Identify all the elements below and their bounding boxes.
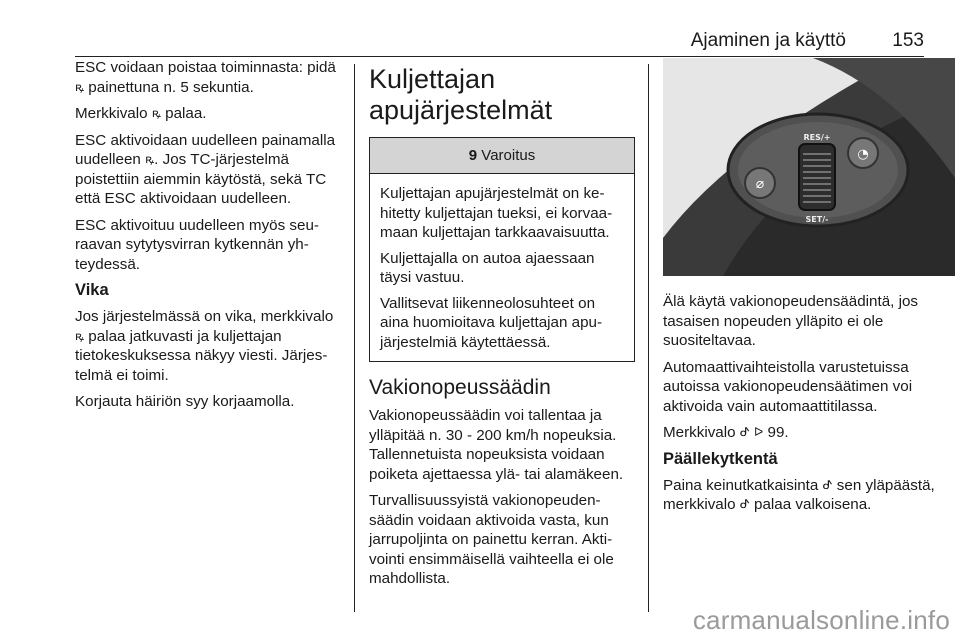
cruise-indicator-icon: ᕷ xyxy=(739,425,750,439)
cruise-paragraph-1: Vakionopeussäädin voi tallentaa ja ylläpitää n. 30 - 200 km/h nopeuksia. Tallennetuista nopeuksista voidaan poiketa ajettaessa ylä- tai alamäkeen. xyxy=(369,407,624,483)
section-heading: Kuljettajan apujärjestelmät xyxy=(369,64,553,125)
repair-paragraph: Korjauta häiriön syy korjaamolla. xyxy=(75,393,295,410)
column-divider-1 xyxy=(354,64,355,612)
steering-wheel-figure xyxy=(663,58,955,276)
cruise-paragraph-2: Turvallisuussyistä vakionopeudensäädin voidaan aktivoida vasta, kun jarrupoljinta on painettu kerran. Aktivointi ensimmäisellä vaihteella ei ole mahdollista. xyxy=(369,492,614,587)
fault-heading: Vika xyxy=(75,281,109,299)
chapter-title: Ajaminen ja käyttö xyxy=(690,30,846,51)
esc-reactivate-paragraph: ESC aktivoidaan uudelleen painamalla uudelleen ꝶ. Jos TC-järjestelmä poistettiin aiemmin käytöstä, sekä TC että ESC aktivoidaan uudelleen. xyxy=(75,131,336,207)
warning-text-2: Kuljettajalla on autoa ajaessaan täysi vastuu. xyxy=(380,249,595,286)
switch-on-paragraph: Paina keinutkatkaisinta ᕷ sen yläpäästä, merkkivalo ᕷ palaa valkoisena. xyxy=(663,476,935,513)
res-label: RES/+ xyxy=(803,133,831,142)
esc-auto-paragraph: ESC aktivoituu uudelleen myös seuraavan sytytysvirran kytkennän yhteydessä. xyxy=(75,216,319,273)
set-label: SET/- xyxy=(805,215,829,224)
esc-off-paragraph: ESC voidaan poistaa toiminnasta: pidä ꝶ painettuna n. 5 sekuntia. xyxy=(75,59,336,96)
header-rule xyxy=(75,56,924,57)
esc-indicator-icon: ꝶ xyxy=(151,106,161,120)
esc-button-icon: ꝶ xyxy=(145,152,155,166)
switch-on-heading: Päällekytkentä xyxy=(663,449,778,468)
warning-icon: 9 xyxy=(468,147,478,164)
warning-title: Varoitus xyxy=(481,147,536,164)
warning-header xyxy=(370,138,634,174)
column-divider-2 xyxy=(648,64,649,612)
watermark: carmanualsonline.info xyxy=(692,605,950,635)
indicator-paragraph: Merkkivalo ꝶ palaa. xyxy=(75,105,207,122)
column-3 xyxy=(663,58,955,522)
cruise-heading: Vakionopeussäädin xyxy=(369,376,551,399)
warning-text-3: Vallitsevat liikenneolosuhteet on aina huomioitava kuljettajan apujärjestelmiä käytettäessä. xyxy=(380,294,603,351)
column-2 xyxy=(369,58,635,596)
page-number: 153 xyxy=(892,30,924,51)
cruise-lamp-icon: ᕷ xyxy=(739,497,750,511)
automatic-paragraph: Automaattivaihteistolla varustetuissa autoissa vakionopeudensäätimen voi aktivoida vain automaattitilassa. xyxy=(663,358,913,415)
cruise-switch-icon: ᕷ xyxy=(822,477,833,492)
svg-text:◔: ◔ xyxy=(857,147,869,162)
page-ref-icon: ᐅ xyxy=(754,425,764,439)
advice-paragraph: Älä käytä vakionopeudensäädintä, jos tasaisen nopeuden ylläpito ei ole suositeltavaa. xyxy=(663,293,918,349)
svg-text:⌀: ⌀ xyxy=(755,176,765,192)
page-header xyxy=(75,30,924,54)
column-1 xyxy=(75,58,345,419)
indicator-ref-paragraph: Merkkivalo ᕷ ᐅ 99. xyxy=(663,424,789,441)
esc-fault-icon: ꝶ xyxy=(75,328,85,343)
esc-off-icon: ꝶ xyxy=(75,79,85,94)
warning-body xyxy=(370,174,634,361)
fault-paragraph: Jos järjestelmässä on vika, merkkivalo ꝶ palaa jatkuvasti ja kuljettajan tietokeskuksessa näkyy viesti. Järjestelmä ei toimi. xyxy=(75,308,334,384)
steering-wheel-illustration xyxy=(663,58,955,276)
warning-box xyxy=(369,137,635,362)
warning-text-1: Kuljettajan apujärjestelmät on kehitetty kuljettajan tueksi, ei korvaamaan kuljettajan tarkkaavaisuutta. xyxy=(380,185,613,241)
